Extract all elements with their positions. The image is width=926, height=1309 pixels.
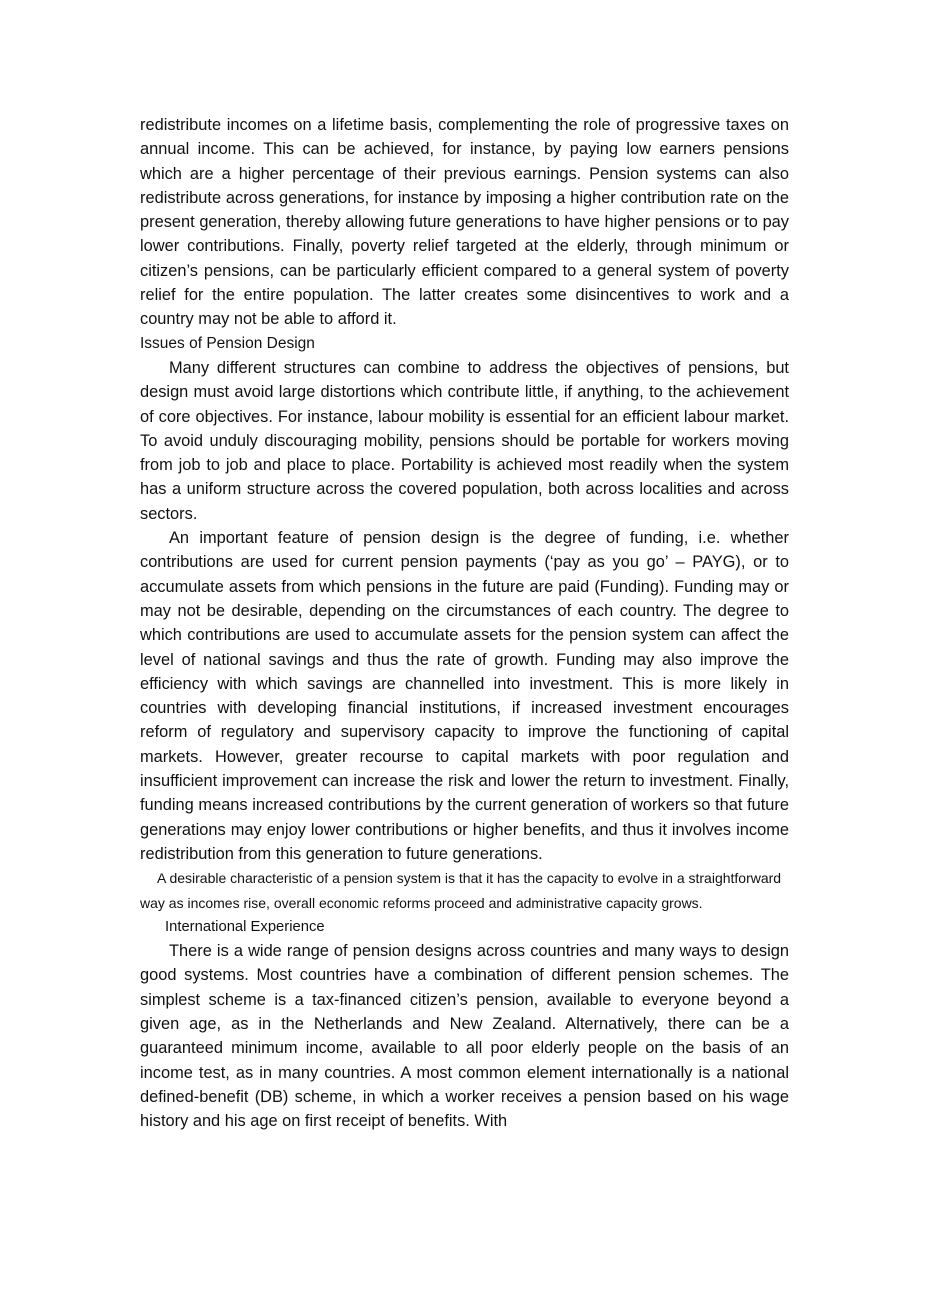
paragraph-desirable-characteristic: A desirable characteristic of a pension system is that it has the capacity to evolve in a straightforward way as incomes rise, overall economic reforms proceed and administrative capacity grows.: [140, 870, 782, 911]
section-heading-issues-of-pension-design: Issues of Pension Design: [140, 334, 315, 352]
paragraph-international-experience: There is a wide range of pension designs across countries and many ways to design good systems. Most countries have a combination of different pension schemes. The simplest scheme is a tax-financed citizen’s pension, available to everyone beyond a given age, as in the Netherlands and New Zealand. Alternatively, there can be a guaranteed minimum income, available to all poor elderly people on the basis of an income test, as in many countries. A most common element internationally is a national defined-benefit (DB) scheme, in which a worker receives a pension based on his wage history and his age on first receipt of benefits. With: [140, 942, 789, 1131]
paragraph-degree-of-funding: An important feature of pension design is the degree of funding, i.e. whether contributions are used for current pension payments (‘pay as you go’ – PAYG), or to accumulate assets from which pensions in the future are paid (Funding). Funding may or may not be desirable, depending on the circumstances of each country. The degree to which contributions are used to accumulate assets for the pension system can affect the level of national savings and thus the rate of growth. Funding may also improve the efficiency with which savings are channelled into investment. This is more likely in countries with developing financial institutions, if increased investment encourages reform of regulatory and supervisory capacity to improve the functioning of capital markets. However, greater recourse to capital markets with poor regulation and insufficient improvement can increase the risk and lower the return to investment. Finally, funding means increased contributions by the current generation of workers so that future generations may enjoy lower contributions or higher benefits, and thus it involves income redistribution from this generation to future generations.: [140, 529, 789, 863]
paragraph-pension-design-structures: Many different structures can combine to address the objectives of pensions, but design must avoid large distortions which contribute little, if anything, to the achievement of core objectives. For instance, labour mobility is essential for an efficient labour market. To avoid unduly discouraging mobility, pensions should be portable for workers moving from job to job and place to place. Portability is achieved most readily when the system has a uniform structure across the covered population, both across localities and across sectors.: [140, 358, 789, 523]
section-heading-international-experience: International Experience: [165, 918, 325, 935]
paragraph-redistribution: redistribute incomes on a lifetime basis, complementing the role of progressive taxes on annual income. This can be achieved, for instance, by paying low earners pensions which are a higher percentage of their previous earnings. Pension systems can also redistribute across generations, for instance by imposing a higher contribution rate on the present generation, thereby allowing future generations to have higher pensions or to pay lower contributions. Finally, poverty relief targeted at the elderly, through minimum or citizen’s pensions, can be particularly efficient compared to a general system of poverty relief for the entire population. The latter creates some disincentives to work and a country may not be able to afford it.: [140, 116, 789, 329]
document-page: [140, 113, 789, 1133]
